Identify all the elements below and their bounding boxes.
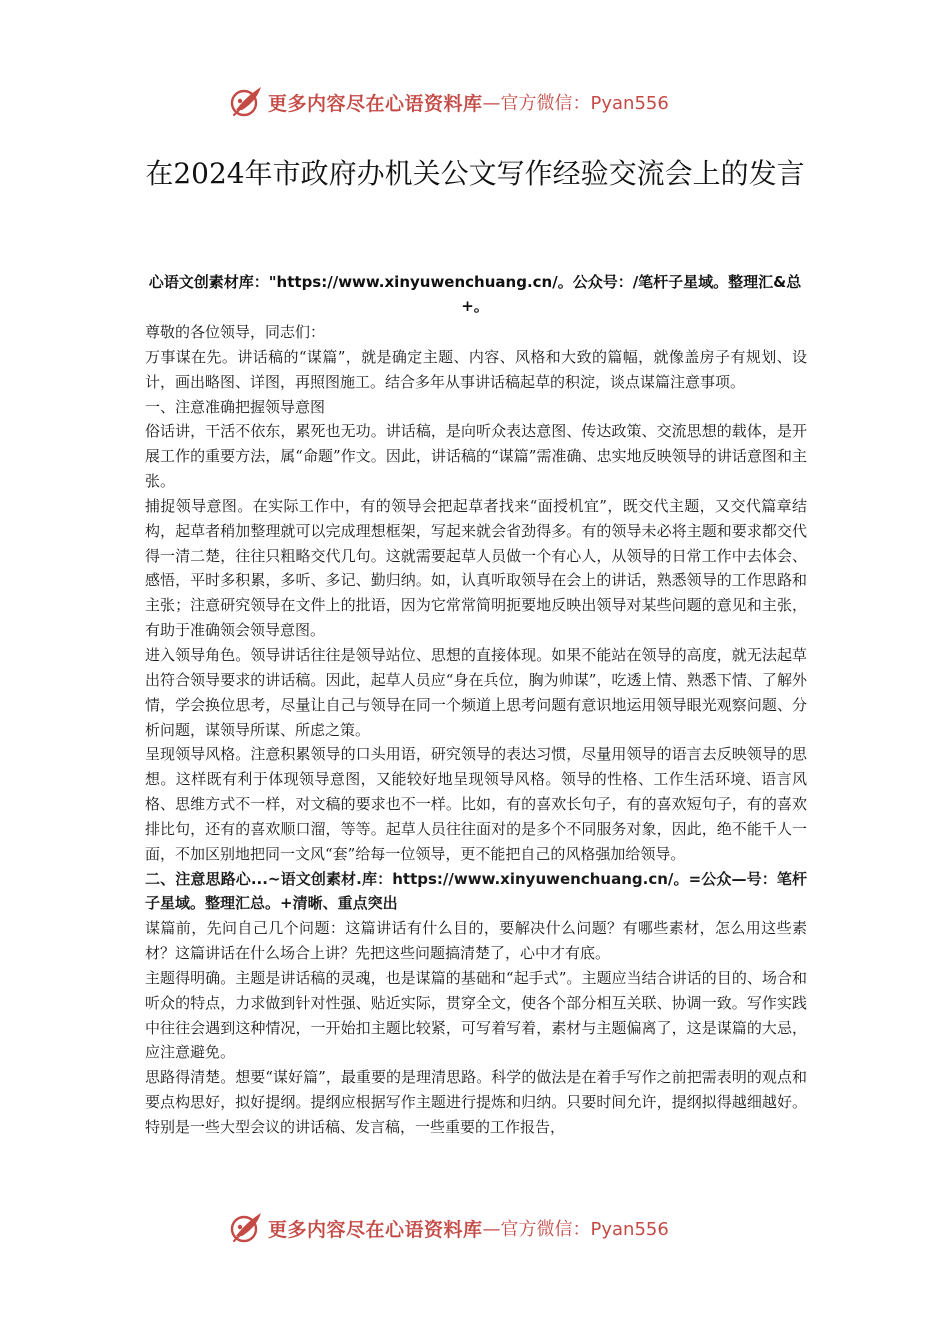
body-paragraph: 呈现领导风格。注意积累领导的口头用语，研究领导的表达习惯，尽量用领导的语言去反映领导的思想。这样既有利于体现领导意图，又能较好地呈现领导风格。领导的性格、工作生活环境、语言风格、思维方式不一样，对文稿的要求也不一样。比如，有的喜欢长句子，有的喜欢短句子，有的喜欢排比句，还有的喜欢顺口溜，等等。起草人员往往面对的是多个不同服务对象，因此，绝不能千人一面，不加区别地把同一文风“套”给每一位领导，更不能把自己的风格强加给领导。 [145, 745, 807, 863]
section-heading-1: 一、注意准确把握领导意图 [145, 397, 326, 416]
header-banner [228, 82, 748, 122]
section-heading-2: 二、注意思路心...~语文创素材.库：https://www.xinyuwenchuang.cn/。=公众—号：笔杆子星域。整理汇总。+清晰、重点突出 [145, 869, 807, 913]
body-paragraph: 谋篇前，先问自己几个问题：这篇讲话有什么目的，要解决什么问题？有哪些素材，怎么用这些素材？这篇讲话在什么场合上讲？先把这些问题搞清楚了，心中才有底。 [145, 919, 807, 963]
body-paragraph: 主题得明确。主题是讲话稿的灵魂，也是谋篇的基础和“起手式”。主题应当结合讲话的目的、场合和听众的特点，力求做到针对性强、贴近实际，贯穿全文，使各个部分相互关联、协调一致。写作实践中往往会遇到这种情况，一开始扣主题比较紧，可写着写着，素材与主题偏离了，这是谋篇的大忌，应注意避免。 [145, 968, 807, 1062]
body-paragraph: 进入领导角色。领导讲话往往是领导站位、思想的直接体现。如果不能站在领导的高度，就无法起草出符合领导要求的讲话稿。因此，起草人员应“身在兵位，胸为帅谋”，吃透上情、熟悉下情、了解外情，学会换位思考，尽量让自己与领导在同一个频道上思考问题有意识地运用领导眼光观察问题、分析问题，谋领导所谋、所虑之策。 [145, 645, 807, 739]
banner-contact: —官方微信：Pyan556 [482, 93, 669, 114]
document-subtitle: 心语文创素材库："https://www.xinyuwenchuang.cn/。公众号：/笔杆子星域。整理汇&总+。 [148, 273, 802, 315]
quill-logo-icon [228, 84, 264, 120]
body-paragraph: 思路得清楚。想要“谋好篇”，最重要的是理清思路。科学的做法是在着手写作之前把需表明的观点和要点构思好，拟好提纲。提纲应根据写作主题进行提炼和归纳。只要时间允许，提纲拟得越细越好。特别是一些大型会议的讲话稿、发言稿，一些重要的工作报告， [145, 1068, 807, 1136]
quill-logo-icon [228, 1210, 264, 1246]
document-body [145, 320, 807, 1140]
salutation: 尊敬的各位领导，同志们： [145, 323, 326, 341]
body-paragraph: 俗话讲，干活不依东，累死也无功。讲话稿，是向听众表达意图、传达政策、交流思想的载体，是开展工作的重要方法，属“命题”作文。因此，讲话稿的“谋篇”需准确、忠实地反映领导的讲话意图和主张。 [145, 422, 807, 491]
banner-contact: —官方微信：Pyan556 [482, 1219, 669, 1240]
footer-banner [228, 1208, 748, 1248]
intro-paragraph: 万事谋在先。讲话稿的“谋篇”，就是确定主题、内容、风格和大致的篇幅，就像盖房子有规划、设计，画出略图、详图，再照图施工。结合多年从事讲话稿起草的积淀，谈点谋篇注意事项。 [145, 347, 807, 391]
banner-slogan: 更多内容尽在心语资料库 [268, 92, 483, 115]
document-title: 在2024年市政府办机关公文写作经验交流会上的发言 [145, 157, 805, 190]
banner-slogan: 更多内容尽在心语资料库 [268, 1218, 483, 1241]
body-paragraph: 捕捉领导意图。在实际工作中，有的领导会把起草者找来“面授机宜”，既交代主题，又交代篇章结构，起草者稍加整理就可以完成理想框架，写起来就会省劲得多。有的领导未必将主题和要求都交代得一清二楚，往往只粗略交代几句。这就需要起草人员做一个有心人，从领导的日常工作中去体会、感悟，平时多积累，多听、多记、勤归纳。如，认真听取领导在会上的讲话，熟悉领导的工作思路和主张；注意研究领导在文件上的批语，因为它常常简明扼要地反映出领导对某些问题的意见和主张，有助于准确领会领导意图。 [145, 496, 807, 640]
